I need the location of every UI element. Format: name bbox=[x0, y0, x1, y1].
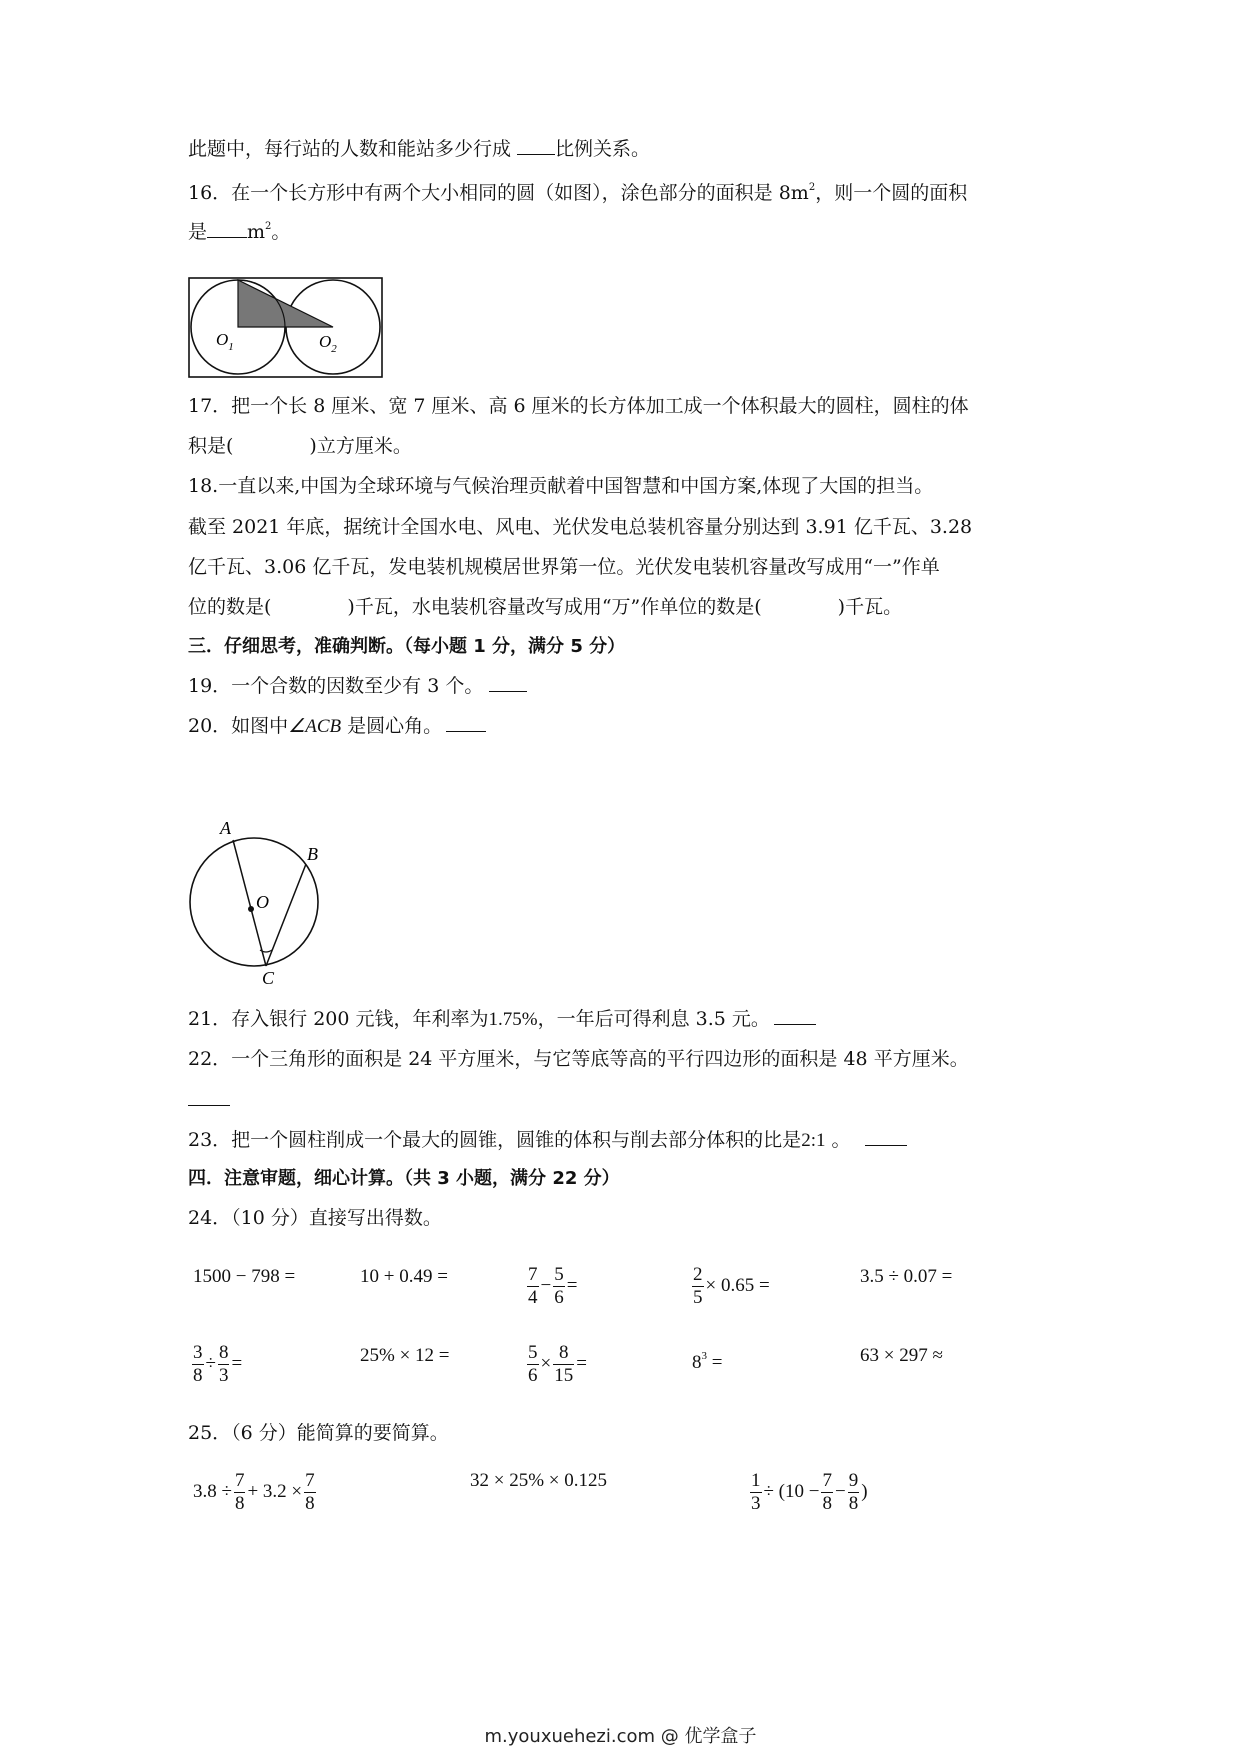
label-c: C bbox=[262, 968, 275, 987]
answer-blank[interactable] bbox=[207, 219, 247, 238]
calc-fraction-times-065: $\frac{2}{5}$ × 0.65 = bbox=[693, 1264, 770, 1308]
answer-blank[interactable] bbox=[865, 1127, 907, 1146]
section-3-heading: 三．仔细思考，准确判断。（每小题 1 分，满分 5 分） bbox=[188, 636, 626, 657]
question-22: 22．一个三角形的面积是 24 平方厘米，与它等底等高的平行四边形的面积是 48 平方厘米。 bbox=[188, 1048, 969, 1070]
question-24-title: 24．（10 分）直接写出得数。 bbox=[188, 1207, 442, 1229]
simplify-expression-3: $\frac{1}{3}$ ÷ (10 − $\frac{7}{8}$ − $\frac{9}{8}$ ) bbox=[751, 1470, 868, 1514]
question-18-line4: 位的数是( )千瓦，水电装机容量改写成用“万”作单位的数是( )千瓦。 bbox=[188, 596, 903, 618]
calc-35-div-007: 3.5 ÷ 0.07 = bbox=[860, 1266, 953, 1287]
calc-1500-minus-798: 1500 − 798 = bbox=[193, 1266, 296, 1287]
label-a: A bbox=[220, 818, 231, 838]
question-25-title: 25．（6 分）能简算的要简算。 bbox=[188, 1422, 449, 1444]
calc-63-times-297: 63 × 297 ≈ bbox=[860, 1345, 943, 1366]
answer-blank[interactable] bbox=[517, 136, 555, 155]
question-22-blank-line bbox=[188, 1087, 230, 1113]
calc-fraction-multiply: $\frac{5}{6}$ × $\frac{8}{15}$ = bbox=[528, 1342, 587, 1386]
calc-8-cubed: $8^3$ = bbox=[692, 1350, 723, 1373]
answer-blank[interactable] bbox=[188, 1087, 230, 1106]
answer-blank[interactable] bbox=[446, 713, 486, 732]
question-16-line2: 是 $m^2$。 bbox=[188, 221, 291, 243]
calc-10-plus-049: 10 + 0.49 = bbox=[360, 1266, 448, 1287]
label-o1: $O_1$ bbox=[216, 330, 234, 353]
intro-text-end: 比例关系。 bbox=[555, 138, 651, 160]
answer-blank[interactable] bbox=[489, 673, 527, 692]
question-18-line1: 18.一直以来,中国为全球环境与气候治理贡献着中国智慧和中国方案,体现了大国的担当。 bbox=[188, 475, 934, 497]
question-16-line1: 16．在一个长方形中有两个大小相同的圆（如图），涂色部分的面积是 $8m^2$，则一个圆的面积 bbox=[188, 182, 968, 204]
label-o: O bbox=[256, 892, 269, 912]
simplify-expression-1: 3.8 ÷ $\frac{7}{8}$ + 3.2 × $\frac{7}{8}$ bbox=[193, 1470, 315, 1514]
question-23: 23．把一个圆柱削成一个最大的圆锥，圆锥的体积与削去部分体积的比是2:1 。 bbox=[188, 1127, 907, 1154]
answer-blank[interactable] bbox=[774, 1006, 816, 1025]
question-17-line1: 17．把一个长 8 厘米、宽 7 厘米、高 6 厘米的长方体加工成一个体积最大的圆柱，圆柱的体 bbox=[188, 395, 969, 417]
question-20: 20．如图中∠ACB 是圆心角。 bbox=[188, 713, 486, 740]
footer-watermark: m.youxuehezi.com @ 优学盒子 bbox=[484, 1726, 757, 1747]
label-o2: $O_2$ bbox=[319, 332, 337, 355]
circle-outline bbox=[190, 838, 318, 966]
section-4-heading: 四．注意审题，细心计算。（共 3 小题，满分 22 分） bbox=[188, 1168, 620, 1189]
circle-angle-figure bbox=[180, 812, 330, 987]
question-21: 21．存入银行 200 元钱，年利率为1.75%，一年后可得利息 3.5 元。 bbox=[188, 1006, 816, 1033]
intro-line bbox=[188, 136, 650, 162]
simplify-expression-2: 32 × 25% × 0.125 bbox=[470, 1470, 608, 1491]
intro-text: 此题中，每行站的人数和能站多少行成 bbox=[188, 138, 518, 160]
question-19: 19．一个合数的因数至少有 3 个。 bbox=[188, 673, 527, 699]
center-point bbox=[248, 906, 254, 912]
calc-fraction-subtract: $\frac{7}{4}$ − $\frac{5}{6}$ = bbox=[528, 1264, 578, 1308]
calc-25-percent-times-12: 25% × 12 = bbox=[360, 1345, 450, 1366]
question-17-line2: 积是( )立方厘米。 bbox=[188, 435, 412, 457]
calc-fraction-divide: $\frac{3}{8}$ ÷ $\frac{8}{3}$ = bbox=[193, 1342, 243, 1386]
question-18-line2: 截至 2021 年底，据统计全国水电、风电、光伏发电总装机容量分别达到 3.91 亿千瓦、3.28 bbox=[188, 516, 973, 538]
label-b: B bbox=[307, 844, 318, 864]
two-circles-figure bbox=[188, 277, 384, 379]
question-18-line3: 亿千瓦、3.06 亿千瓦，发电装机规模居世界第一位。光伏发电装机容量改写成用“一”作单 bbox=[188, 556, 940, 578]
